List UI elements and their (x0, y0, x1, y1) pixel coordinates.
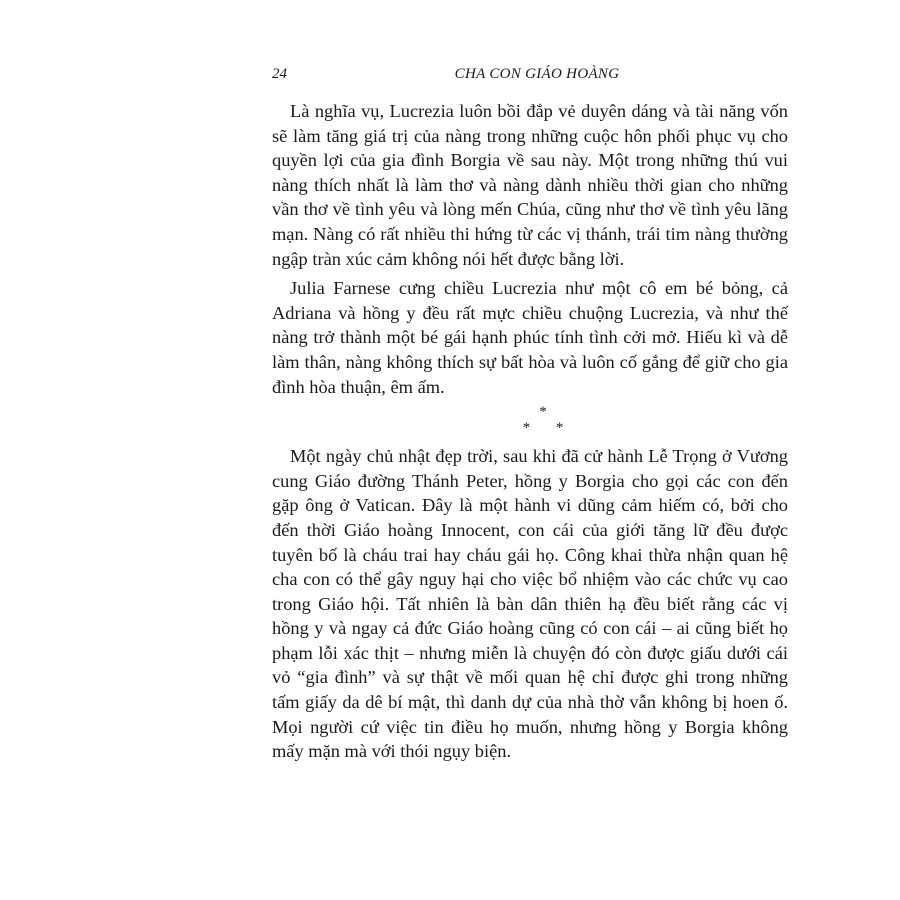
page-number: 24 (272, 66, 287, 82)
section-break-star: * (539, 404, 547, 421)
page-header (272, 66, 788, 88)
section-break-stars: * * (522, 420, 564, 437)
page-body (272, 99, 788, 764)
paragraph: Là nghĩa vụ, Lucrezia luôn bồi đắp vẻ duyên dáng và tài năng vốn sẽ làm tăng giá trị của nàng trong những cuộc hôn phối phục vụ cho quyền lợi của gia đình Borgia về sau này. Một trong những thú vui nàng thích nhất là làm thơ và nàng dành nhiều thời gian cho những vần thơ về tình yêu và lòng mến Chúa, cũng như thơ về tình yêu lãng mạn. Nàng có rất nhiều thi hứng từ các vị thánh, trái tim nàng thường ngập tràn xúc cảm không nói hết được bằng lời. (272, 101, 788, 269)
paragraph: Một ngày chủ nhật đẹp trời, sau khi đã cử hành Lễ Trọng ở Vương cung Giáo đường Thánh Peter, hồng y Borgia cho gọi các con đến gặp ông ở Vatican. Đây là một hành vi dũng cảm hiếm có, bởi cho đến thời Giáo hoàng Innocent, con cái của giới tăng lữ đều được tuyên bố là cháu trai hay cháu gái họ. Công khai thừa nhận quan hệ cha con có thể gây nguy hại cho việc bổ nhiệm vào các chức vụ cao trong Giáo hội. Tất nhiên là bàn dân thiên hạ đều biết rằng các vị hồng y và ngay cả đức Giáo hoàng cũng có con cái – ai cũng biết họ phạm lỗi xác thịt – nhưng miễn là chuyện đó còn được giấu dưới cái vỏ “gia đình” và sự thật về mối quan hệ chỉ được ghi trong những tấm giấy da dê bí mật, thì danh dự của nhà thờ vẫn không bị hoen ố. Mọi người cứ việc tin điều họ muốn, nhưng hồng y Borgia không mấy mặn mà với thói ngụy biện. (272, 446, 788, 762)
paragraph: Julia Farnese cưng chiều Lucrezia như một cô em bé bỏng, cả Adriana và hồng y đều rất mực chiều chuộng Lucrezia, và như thế nàng trở thành một bé gái hạnh phúc tính tình cởi mở. Hiếu kì và dễ làm thân, nàng không thích sự bất hòa và luôn cố gắng để giữ cho gia đình hòa thuận, êm ấm. (272, 278, 788, 397)
section-break (272, 404, 788, 436)
running-title: CHA CON GIÁO HOÀNG (454, 66, 620, 82)
